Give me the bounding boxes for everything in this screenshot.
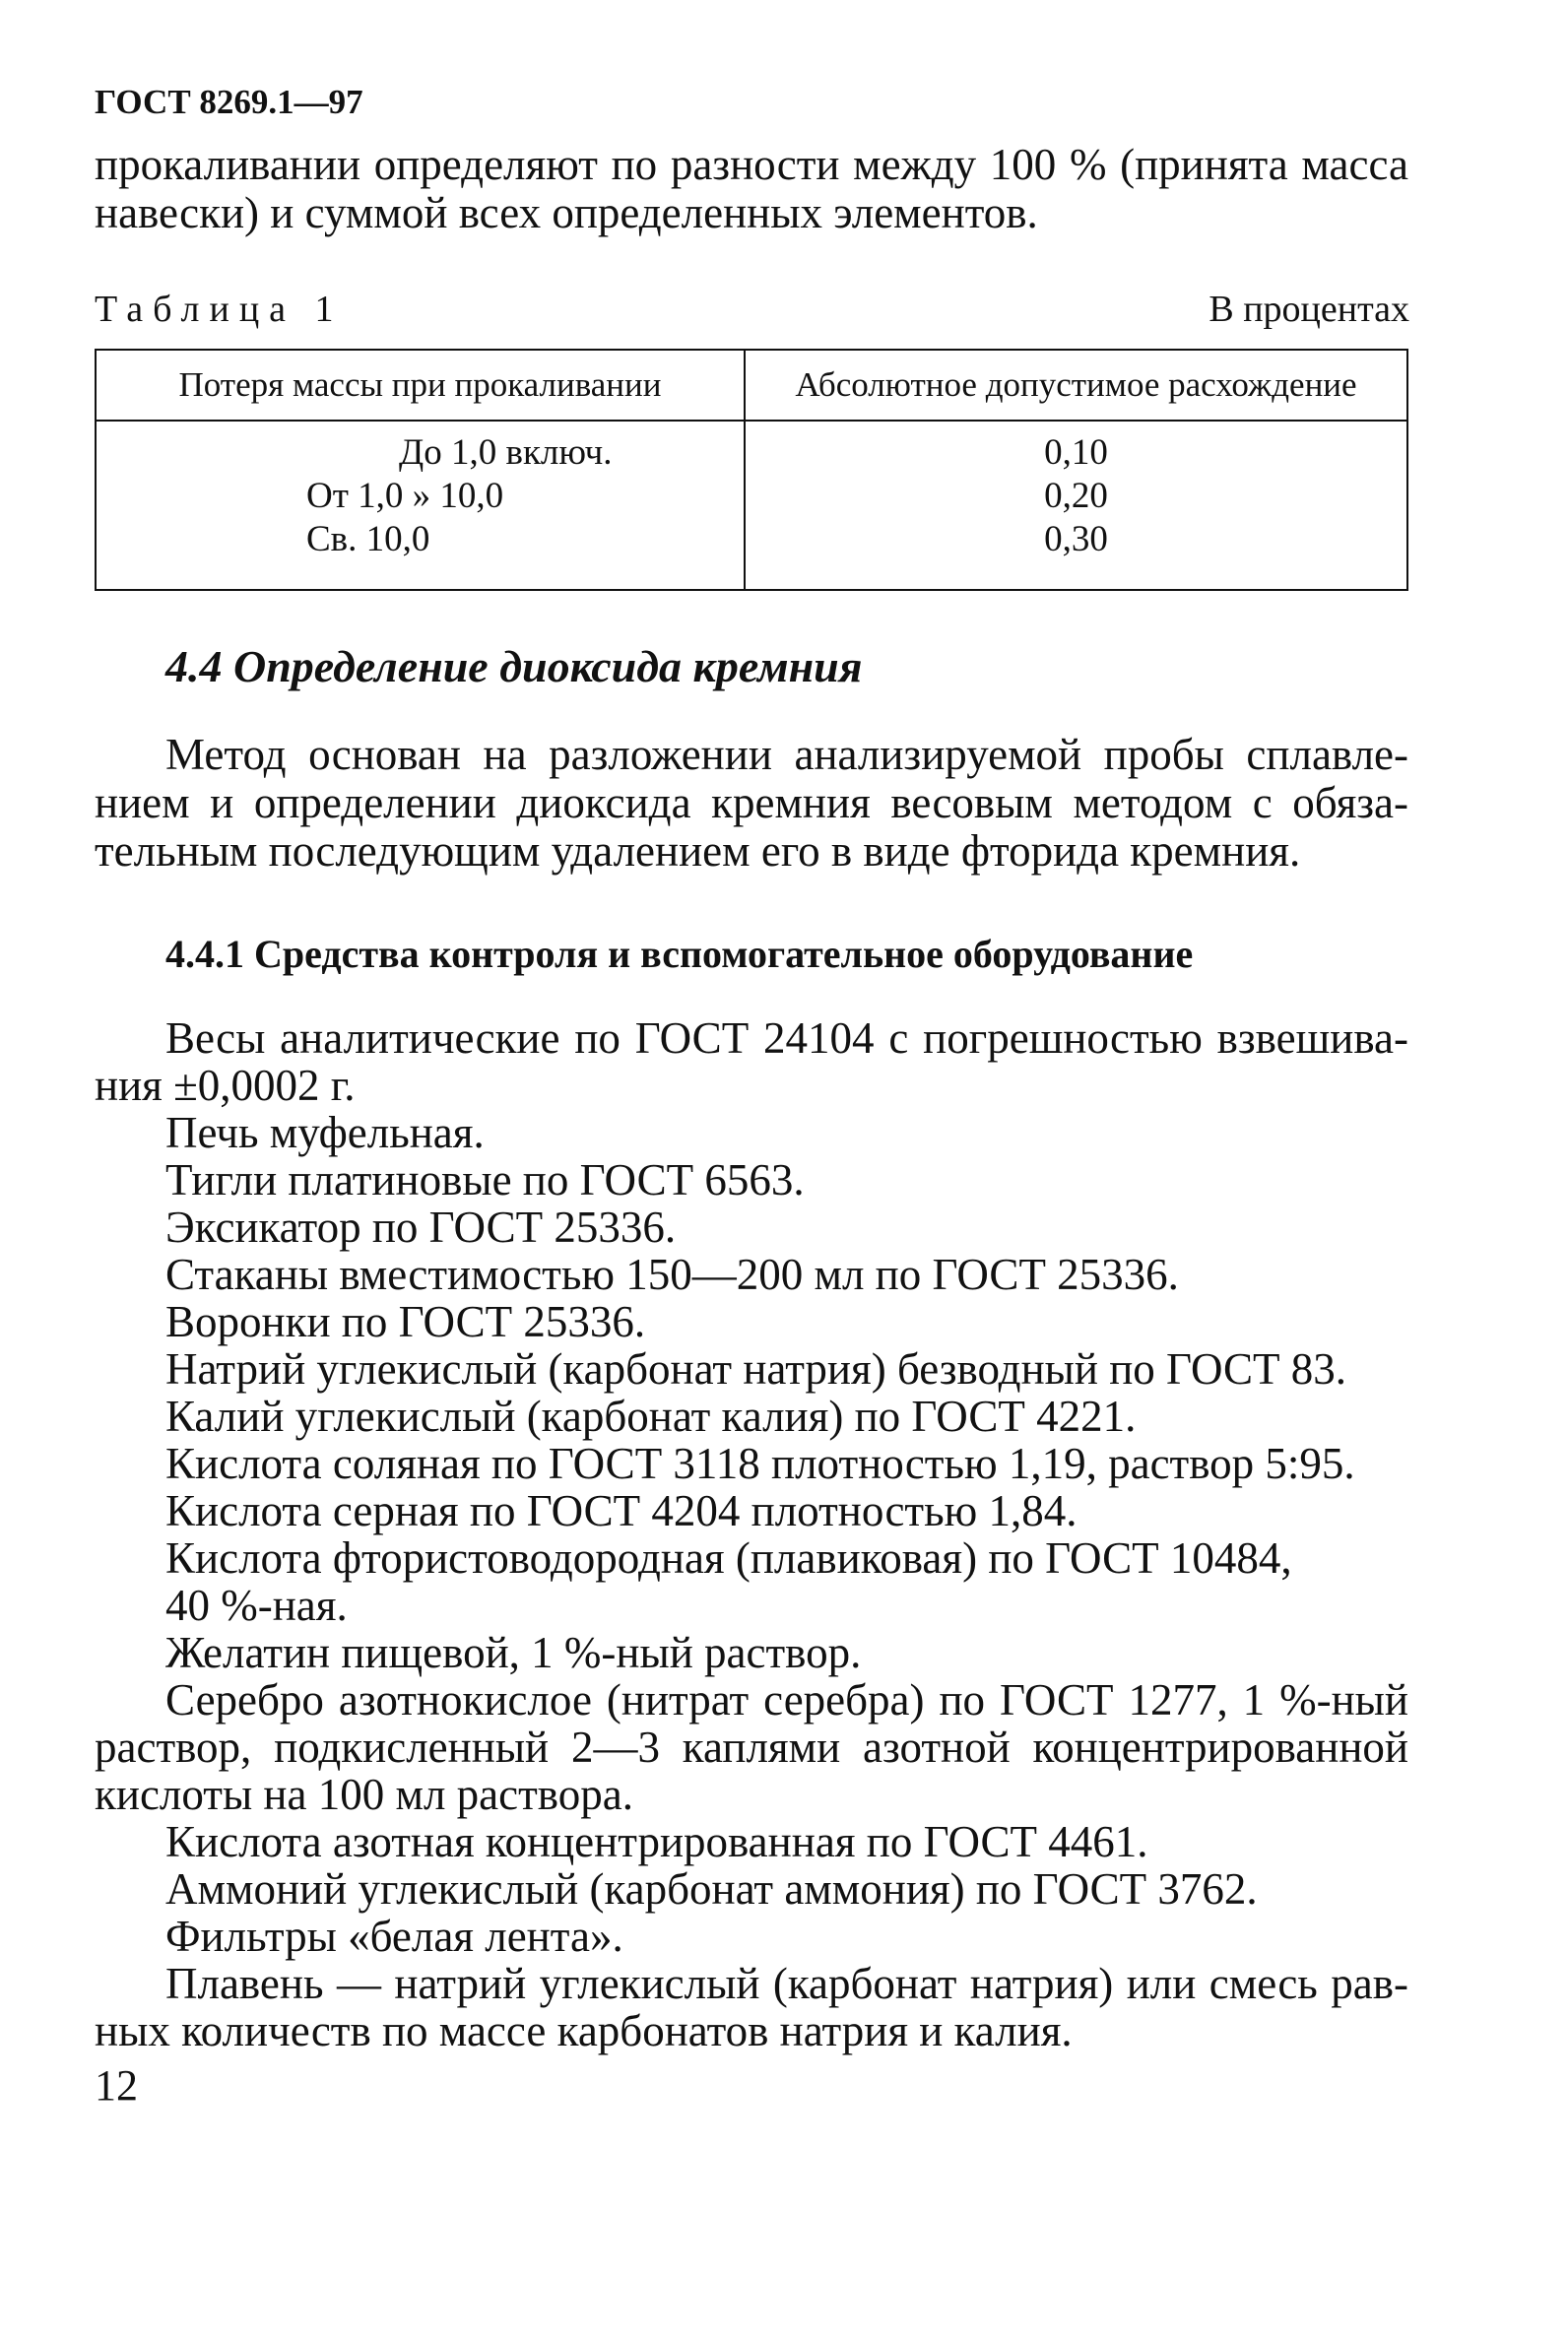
list-line: Стаканы вместимостью 150—200 мл по ГОСТ 25336. <box>165 1250 1179 1299</box>
list-line: Кислота азотная концентрированная по ГОСТ 4461. <box>165 1817 1148 1866</box>
list-line: ных количеств по массе карбонатов натрия и калия. <box>95 2006 1073 2055</box>
loss-value: Св. 10,0 <box>306 519 430 559</box>
list-line: ния ±0,0002 г. <box>95 1061 356 1110</box>
data-table <box>95 349 1408 591</box>
list-line: раствор, подкисленный 2—3 каплями азотной концентрированной <box>95 1723 1408 1772</box>
section-para-line: тельным последующим удалением его в виде фторида кремния. <box>95 826 1301 876</box>
list-line: Кислота соляная по ГОСТ 3118 плотностью 1,19, раствор 5:95. <box>165 1439 1355 1488</box>
list-line: Плавень — натрий углекислый (карбонат натрия) или смесь рав- <box>165 1959 1408 2008</box>
loss-value: До 1,0 включ. <box>399 432 613 473</box>
list-line: Желатин пищевой, 1 %-ный раствор. <box>165 1628 862 1677</box>
deviation-value: 0,20 <box>1044 476 1108 516</box>
intro-line-2: навески) и суммой всех определенных элементов. <box>95 188 1038 237</box>
list-line: 40 %-ная. <box>165 1581 348 1630</box>
deviation-cell <box>745 421 1407 590</box>
table-unit: В процентах <box>1209 289 1409 330</box>
list-line: Серебро азотнокислое (нитрат серебра) по ГОСТ 1277, 1 %-ный <box>165 1675 1408 1724</box>
document-header: ГОСТ 8269.1—97 <box>95 83 363 121</box>
list-line: кислоты на 100 мл раствора. <box>95 1770 633 1819</box>
list-line: Калий углекислый (карбонат калия) по ГОСТ 4221. <box>165 1392 1137 1441</box>
intro-line-1: прокаливании определяют по разности между 100 % (принята масса <box>95 140 1408 189</box>
list-line: Тигли платиновые по ГОСТ 6563. <box>165 1155 805 1204</box>
loss-cell <box>96 421 745 590</box>
subsection-heading: 4.4.1 Средства контроля и вспомогательное оборудование <box>165 932 1194 976</box>
loss-value: От 1,0 » 10,0 <box>306 476 504 516</box>
list-line: Кислота серная по ГОСТ 4204 плотностью 1,84. <box>165 1486 1078 1535</box>
page-number: 12 <box>95 2061 138 2110</box>
list-line: Натрий углекислый (карбонат натрия) безводный по ГОСТ 83. <box>165 1344 1347 1394</box>
list-line: Эксикатор по ГОСТ 25336. <box>165 1203 677 1252</box>
table-header-row <box>96 350 1407 421</box>
list-line: Воронки по ГОСТ 25336. <box>165 1297 646 1346</box>
list-line: Печь муфельная. <box>165 1108 485 1157</box>
list-line: Фильтры «белая лента». <box>165 1912 623 1961</box>
list-line: Аммоний углекислый (карбонат аммония) по ГОСТ 3762. <box>165 1864 1258 1914</box>
deviation-value: 0,10 <box>1044 432 1108 473</box>
list-line: Весы аналитические по ГОСТ 24104 с погрешностью взвешива- <box>165 1013 1408 1063</box>
table-body-row <box>96 421 1407 590</box>
column-header-loss: Потеря массы при прокаливании <box>96 350 745 421</box>
deviation-value: 0,30 <box>1044 519 1108 559</box>
section-heading: 4.4 Определение диоксида кремния <box>165 641 863 691</box>
table-caption: Таблица 1 <box>95 289 344 330</box>
section-para-line: нием и определении диоксида кремния весовым методом с обяза- <box>95 778 1408 827</box>
section-para-line: Метод основан на разложении анализируемой пробы сплавле- <box>165 730 1408 779</box>
list-line: Кислота фтористоводородная (плавиковая) по ГОСТ 10484, <box>165 1533 1292 1583</box>
column-header-deviation: Абсолютное допустимое расхождение <box>745 350 1407 421</box>
